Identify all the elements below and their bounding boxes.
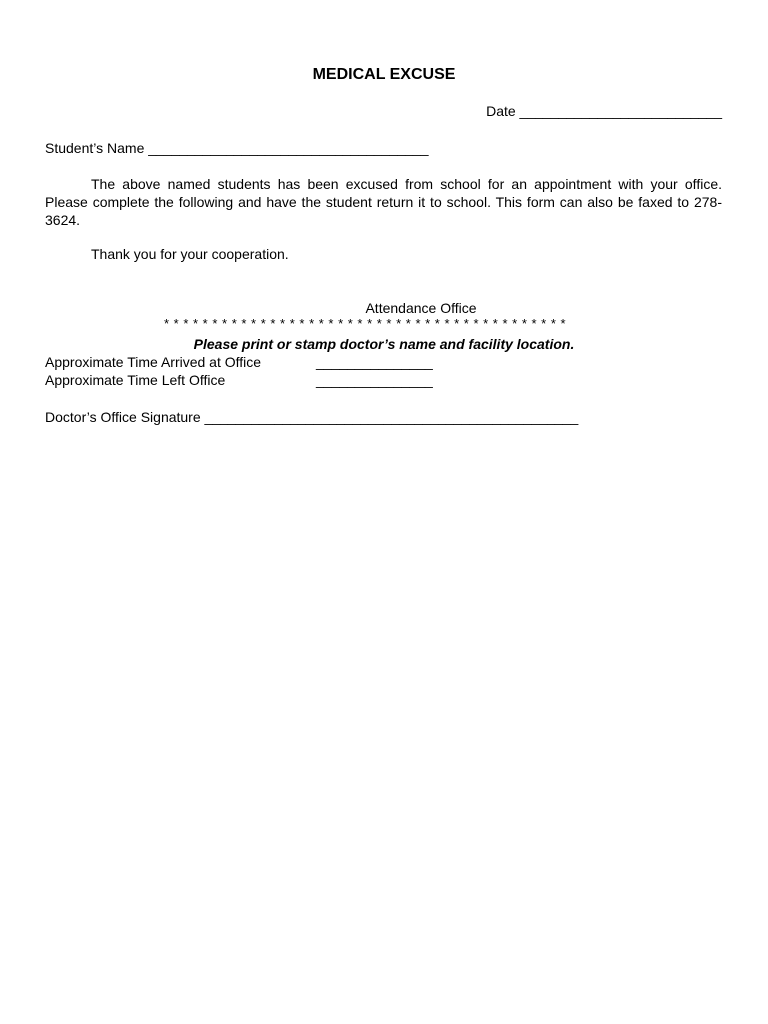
time-arrived-blank: _______________ [316,354,433,370]
date-field-line: Date __________________________ [486,103,722,119]
doctor-instruction: Please print or stamp doctor’s name and facility location. [193,336,575,352]
form-title: MEDICAL EXCUSE [312,66,456,83]
body-paragraph-text: The above named students has been excused from school for an appointment with your office. Please complete the following and have the student return it to school. This form can also be faxed to 278-3624. [45,176,722,228]
doctor-signature-line: Doctor’s Office Signature ________________________________________________ [45,409,579,425]
time-left-label: Approximate Time Left Office [45,372,226,388]
time-left-blank: _______________ [316,372,433,388]
student-name-line: Student’s Name ____________________________________ [45,140,429,156]
attendance-office-label: Attendance Office [365,300,477,316]
time-arrived-label: Approximate Time Arrived at Office [45,354,262,370]
body-paragraph [45,175,722,229]
star-divider: * * * * * * * * * * * * * * * * * * * * * * * * * * * * * * * * * * * * * * * * * * [164,316,567,331]
thanks-text: Thank you for your cooperation. [91,246,289,262]
